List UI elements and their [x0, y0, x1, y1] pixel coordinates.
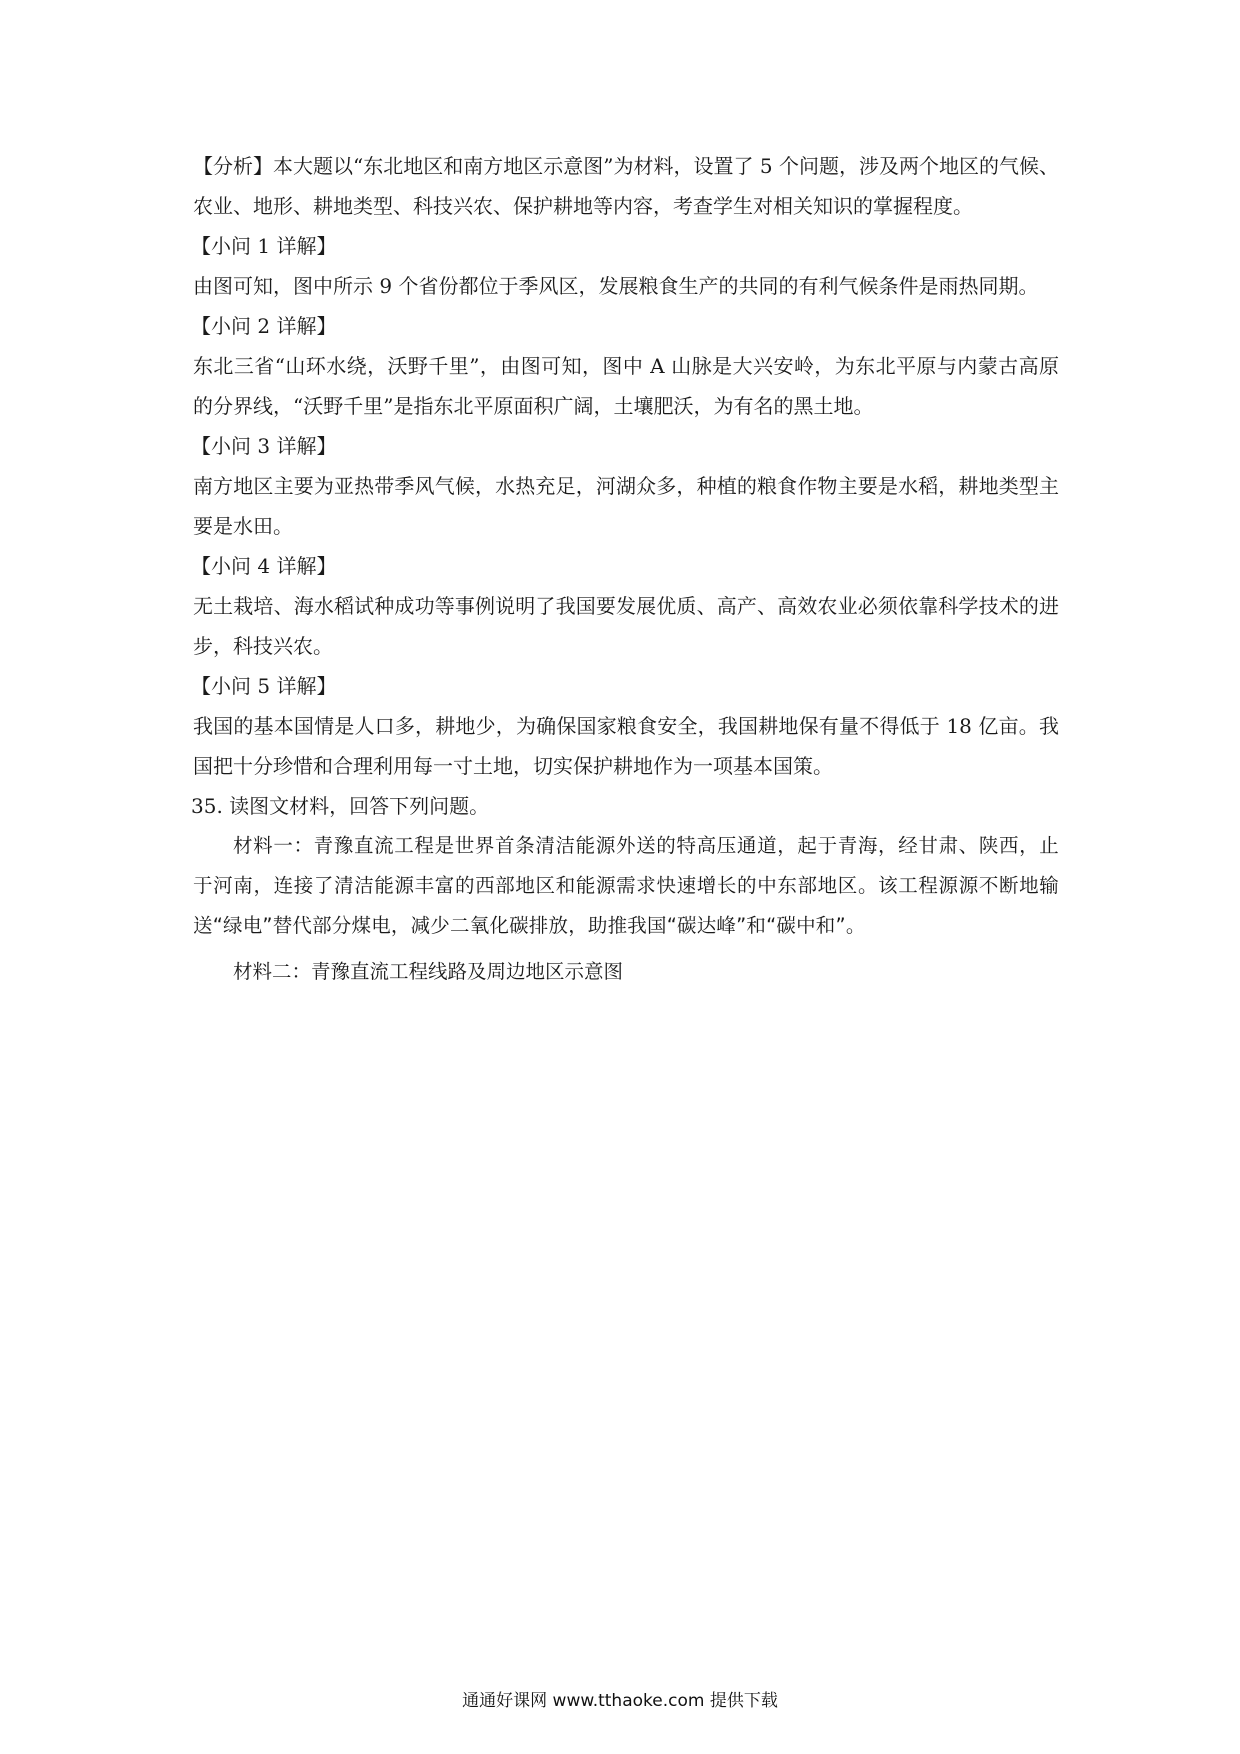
detail-heading: 【小问 4 详解】 [191, 554, 337, 578]
page-footer: 通通好课网 www.tthaoke.com 提供下载 [462, 1691, 778, 1711]
page-content [193, 146, 1059, 992]
detail-section-2 [193, 306, 1059, 426]
detail-heading: 【小问 5 详解】 [191, 674, 337, 698]
detail-section-3 [193, 426, 1059, 546]
detail-text: 东北三省“山环水绕，沃野千里”，由图可知，图中 A 山脉是大兴安岭，为东北平原与内蒙古高原的分界线，“沃野千里”是指东北平原面积广阔，土壤肥沃，为有名的黑土地。 [193, 354, 1059, 418]
detail-heading: 【小问 3 详解】 [191, 434, 337, 458]
analysis-paragraph: 【分析】本大题以“东北地区和南方地区示意图”为材料，设置了 5 个问题，涉及两个地区的气候、农业、地形、耕地类型、科技兴农、保护耕地等内容，考查学生对相关知识的掌握程度。 [193, 154, 1059, 218]
material-two-caption: 材料二：青豫直流工程线路及周边地区示意图 [233, 960, 624, 983]
detail-text: 我国的基本国情是人口多，耕地少，为确保国家粮食安全，我国耕地保有量不得低于 18 亿亩。我国把十分珍惜和合理利用每一寸土地，切实保护耕地作为一项基本国策。 [193, 714, 1059, 778]
detail-text: 由图可知，图中所示 9 个省份都位于季风区，发展粮食生产的共同的有利气候条件是雨热同期。 [193, 274, 1039, 298]
detail-text: 南方地区主要为亚热带季风气候，水热充足，河湖众多，种植的粮食作物主要是水稻，耕地类型主要是水田。 [193, 474, 1059, 538]
material-one: 材料一：青豫直流工程是世界首条清洁能源外送的特高压通道，起于青海，经甘肃、陕西，止于河南，连接了清洁能源丰富的西部地区和能源需求快速增长的中东部地区。该工程源源不断地输送“绿电”替代部分煤电，减少二氧化碳排放，助推我国“碳达峰”和“碳中和”。 [193, 834, 1059, 937]
detail-heading: 【小问 1 详解】 [191, 234, 337, 258]
detail-section-5 [193, 666, 1059, 786]
detail-section-1 [193, 226, 1059, 306]
detail-section-4 [193, 546, 1059, 666]
question-35 [193, 786, 1059, 992]
question-stem: 35. 读图文材料，回答下列问题。 [191, 794, 490, 818]
detail-text: 无土栽培、海水稻试种成功等事例说明了我国要发展优质、高产、高效农业必须依靠科学技术的进步，科技兴农。 [193, 594, 1059, 658]
detail-heading: 【小问 2 详解】 [191, 314, 337, 338]
